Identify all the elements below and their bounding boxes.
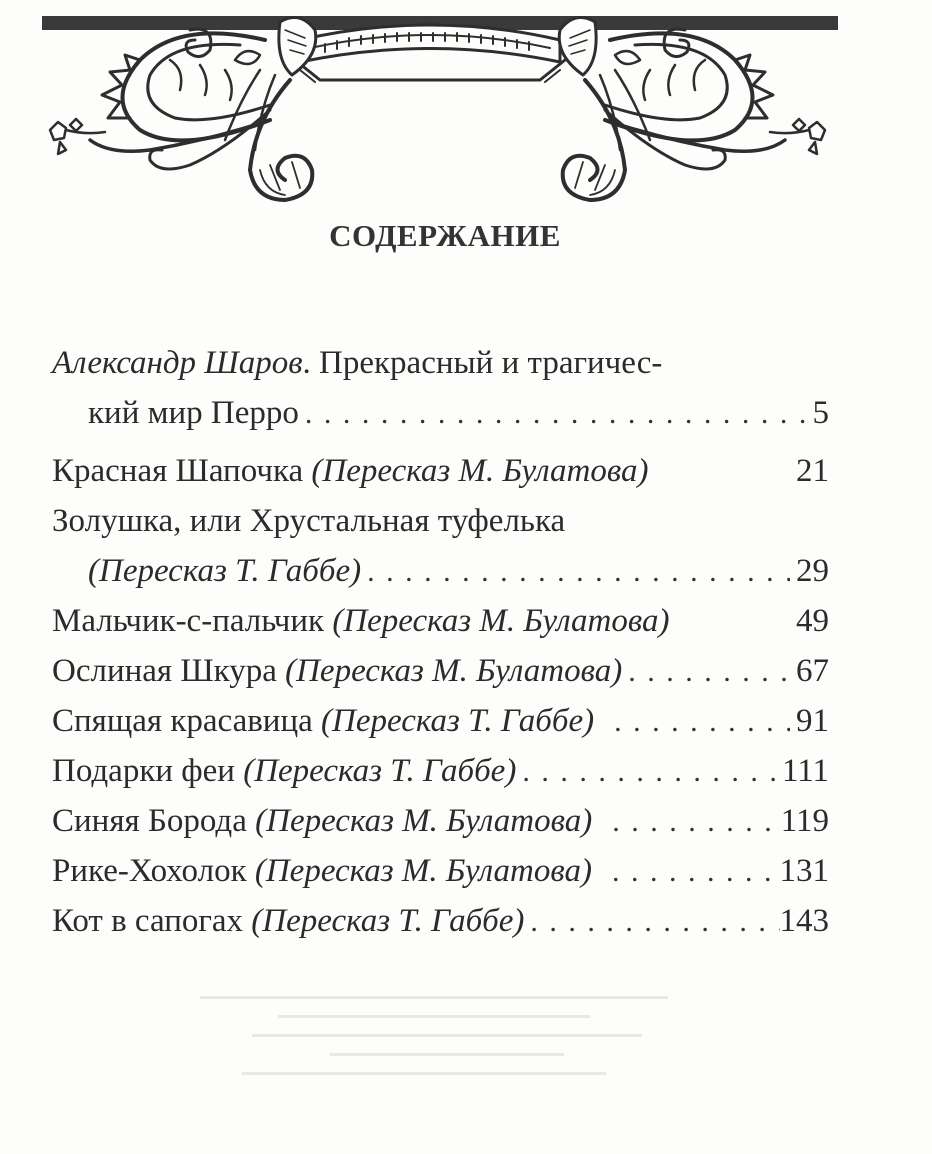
toc-entry[interactable] (52, 846, 829, 896)
entry-page-number: 29 (796, 553, 829, 589)
entry-credit: (Пересказ М. Булатова) (311, 453, 649, 489)
entry-title: Мальчик-с-пальчик (52, 603, 333, 639)
dot-leader (614, 696, 790, 747)
entry-title: Рике-Хохолок (52, 853, 255, 889)
page-title: СОДЕРЖАНИЕ (329, 218, 561, 253)
ornament-icon (30, 0, 845, 210)
dot-leader (612, 846, 780, 897)
entry-credit: (Пересказ Т. Габбе) (321, 703, 595, 739)
entry-title: Подарки феи (52, 753, 244, 789)
toc-entry[interactable] (52, 596, 829, 646)
entry-credit: (Пересказ М. Булатова) (255, 803, 593, 839)
toc-entry[interactable] (52, 646, 829, 696)
toc-entry[interactable] (52, 746, 829, 796)
entry-title: Синяя Борода (52, 803, 256, 839)
dot-leader (628, 646, 790, 697)
entry-title: Красная Шапочка (52, 453, 312, 489)
entry-page-number: 131 (779, 853, 829, 889)
entry-page-number: 21 (796, 453, 829, 489)
toc-entry[interactable] (52, 696, 829, 746)
dot-leader (612, 796, 781, 847)
toc-entry[interactable] (52, 896, 829, 946)
entry-title: Ослиная Шкура (52, 653, 286, 689)
dot-leader (367, 546, 790, 597)
entry-page-number: 91 (796, 703, 829, 739)
dot-leader (530, 896, 779, 947)
entry-title: Спящая красавица (52, 703, 322, 739)
entry-credit: (Пересказ Т. Габбе) (243, 753, 517, 789)
entry-page-number: 5 (812, 395, 829, 431)
entry-author-suffix: . (302, 345, 311, 381)
entry-credit: (Пересказ М. Булатова) (285, 653, 623, 689)
entry-title: Кот в сапогах (52, 903, 252, 939)
toc-entry[interactable] (52, 446, 829, 496)
entry-page-number: 143 (779, 903, 829, 939)
entry-credit: (Пересказ Т. Габбе) (251, 903, 525, 939)
toc-entry[interactable] (52, 496, 829, 596)
toc-entry[interactable] (52, 796, 829, 846)
entry-page-number: 111 (781, 753, 829, 789)
bleed-through-texture (200, 980, 720, 1130)
entry-credit: (Пересказ М. Булатова) (332, 603, 670, 639)
entry-page-number: 49 (796, 603, 829, 639)
toc-entry[interactable] (52, 338, 829, 438)
entry-title-continued: кий мир Перро (88, 395, 299, 431)
entry-title: Золушка, или Хрустальная туфелька (52, 503, 566, 539)
entry-page-number: 67 (796, 653, 829, 689)
entry-title: Прекрасный и трагичес- (310, 345, 663, 381)
entry-credit: (Пересказ Т. Габбе) (88, 553, 362, 589)
dot-leader (522, 746, 782, 797)
dot-leader (305, 388, 807, 439)
table-of-contents (52, 338, 829, 946)
entry-credit: (Пересказ М. Булатова) (254, 853, 592, 889)
entry-author: Александр Шаров (52, 345, 303, 381)
entry-page-number: 119 (780, 803, 829, 839)
